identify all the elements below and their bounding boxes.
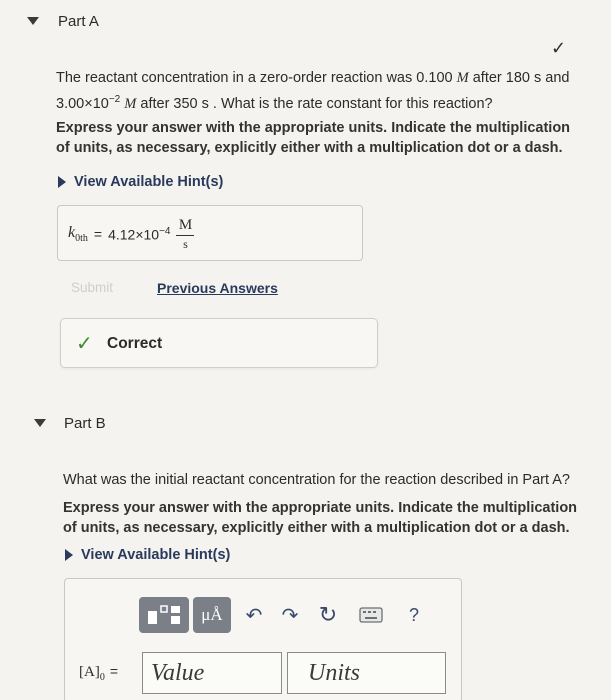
units-symbols-button[interactable]: μÅ xyxy=(193,597,231,633)
part-b-answer-box xyxy=(64,578,462,700)
part-b-input-label: $[A]_0$ = xyxy=(79,663,119,683)
redo-button[interactable] xyxy=(275,597,305,633)
templates-icon xyxy=(147,605,181,625)
part-a-instructions: Express your answer with the appropriate units. Indicate the multiplication of units, as necessary, explicitly either with a multiplication dot or a dash. xyxy=(56,120,571,156)
correct-label: Correct xyxy=(107,335,163,352)
value-input[interactable]: Value xyxy=(142,652,282,694)
part-a-complete-check-icon: ✓ xyxy=(551,38,567,58)
reset-button[interactable] xyxy=(313,597,343,633)
part-a-answer-expression: $k_{0th}$ = $4.12\times 10^{-4}$ $\frac{M}{s}$ xyxy=(68,218,194,250)
keyboard-button[interactable] xyxy=(355,597,387,633)
correct-check-icon: ✓ xyxy=(76,333,93,355)
part-b-hint-toggle[interactable] xyxy=(65,547,230,563)
part-a-question: The reactant concentration in a zero-order reaction was 0.100 M after 180 s and $3.00\times 10^{-2}$ M after 350 s . What is the rate constant for this reaction? xyxy=(56,70,570,112)
keyboard-icon xyxy=(359,607,383,623)
templates-button[interactable] xyxy=(139,597,189,633)
units-input[interactable]: Units xyxy=(287,652,446,694)
part-b-title: Part B xyxy=(64,415,106,432)
answer-unit-fraction: $\frac{M}{s}$ xyxy=(176,218,194,250)
part-b-hint-label: View Available Hint(s) xyxy=(81,547,231,563)
part-a-hint-label: View Available Hint(s) xyxy=(74,174,224,190)
part-a-submit-button[interactable]: Submit xyxy=(71,280,114,295)
part-b-question: What was the initial reactant concentration for the reaction described in Part A? xyxy=(63,472,570,488)
part-a-previous-answers-link[interactable]: Previous Answers xyxy=(157,280,278,296)
part-a-title: Part A xyxy=(58,13,99,30)
undo-button[interactable] xyxy=(239,597,269,633)
help-button[interactable] xyxy=(399,597,429,633)
part-b-collapse-caret[interactable] xyxy=(34,419,46,427)
part-a-hint-toggle[interactable] xyxy=(58,174,223,190)
part-b-instructions: Express your answer with the appropriate units. Indicate the multiplication of units, as necessary, explicitly either with a multiplication dot or a dash. xyxy=(63,500,578,536)
triangle-right-icon xyxy=(65,549,73,561)
undo-icon: ↶ xyxy=(245,604,263,627)
reset-icon: ↻ xyxy=(318,602,338,627)
part-a-answer-box xyxy=(57,205,363,261)
triangle-right-icon xyxy=(58,176,66,188)
help-icon: ? xyxy=(408,604,419,625)
redo-icon: ↷ xyxy=(281,604,299,627)
part-a-correct-banner xyxy=(60,318,378,368)
part-a-collapse-caret[interactable] xyxy=(27,17,39,25)
